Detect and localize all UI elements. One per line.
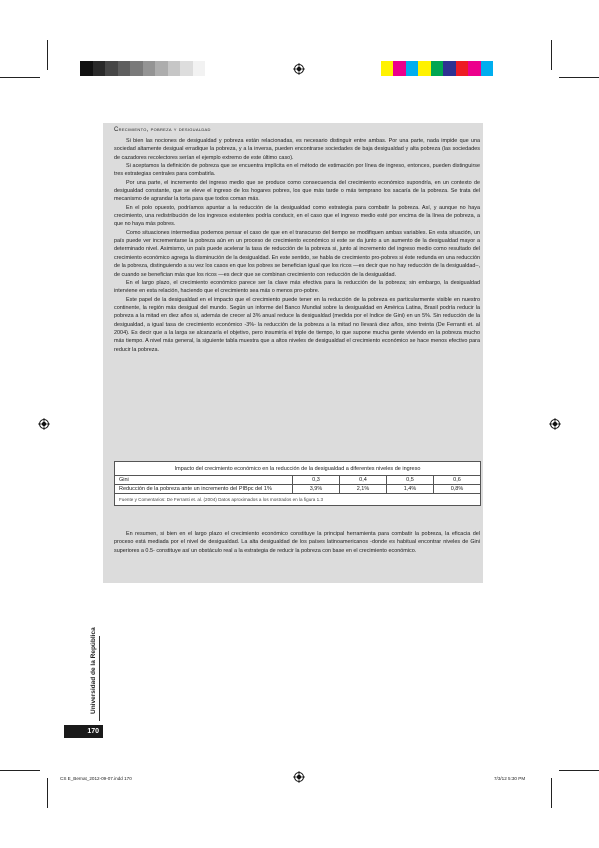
table-cell: 1,4% [387,485,434,494]
table-cell: 3,9% [293,485,340,494]
page-number: 170 [64,725,103,738]
slug-timestamp: 7/3/12 5:30 PM [494,776,526,781]
body-text [114,137,480,354]
table-row [115,485,481,494]
table-row-label: Reducción de la pobreza ante un incremento del PIBpc del 1% [115,485,293,494]
color-swatch [456,61,469,76]
paragraph: Como situaciones intermedias podemos pensar el caso de que en el transcurso del tiempo se modifiquen ambas variables. En esta situación, un país puede ver incrementarse la pobreza aún en un proceso de crecimiento económico si este se da junto a un aumento de la desigualdad mayor a determinado nivel. Asimismo, un país puede acelerar la tasa de reducción de la pobreza si, junto al incremento del ingreso medio como resultado del crecimiento económico agrega la disminución de la desigualdad. En este sentido, se habla de crecimiento pro-pobres si éste redunda en una reducción de la pobreza, distinguiendo a su vez los casos en que los pobres se benefician igual que los ricos —es decir que no hay reducción de la desigualdad–, de cuando se benefician más que los ricos —es decir que se combinan crecimiento con reducción de la desigualdad. [114,229,480,278]
paragraph: En el polo opuesto, podríamos apuntar a la reducción de la desigualdad como estrategia para combatir la pobreza. Así, y aunque no haya crecimiento, una redistribución de los ingresos existentes podría conducir, en el caso que el ingreso medio esté por encima de la línea de pobreza, a que no haya más pobres. [114,204,480,228]
side-label: Universidad de la República [90,627,97,714]
color-swatch [180,61,193,76]
crop-mark [47,778,48,808]
color-swatch [118,61,131,76]
table-cell: 0,5 [387,476,434,485]
color-swatch [381,61,394,76]
table-cell: 2,1% [340,485,387,494]
slug-filename: CS E_Bernat_2012-09-07.indd 170 [60,776,132,781]
paragraph: En resumen, si bien en el largo plazo el crecimiento económico constituye la principal herramienta para combatir la pobreza, la eficacia del proceso está mediada por el nivel de desigualdad. La alta desigualdad de los países latinoamericanos -donde es habitual encontrar niveles de Gini superiores a 0.5- constituye así un obstáculo real a la estrategia de reducir la pobreza con base en el crecimiento económico. [114,531,480,554]
crop-mark [47,40,48,70]
color-swatch [431,61,444,76]
color-swatch [130,61,143,76]
table-row-label: Gini [115,476,293,485]
color-swatch [418,61,431,76]
crop-mark [559,77,599,78]
crop-mark [559,770,599,771]
color-swatch [443,61,456,76]
table-cell: 0,6 [434,476,481,485]
paragraph: En el largo plazo, el crecimiento económico parece ser la clave más efectiva para la reducción de la pobreza; sin embargo, la desigualdad interviene en esta relación, haciendo que el crecimiento sea más o menos pro-pobre. [114,279,480,295]
color-swatch [468,61,481,76]
table-cell: 0,3 [293,476,340,485]
paragraph: Por una parte, el incremento del ingreso medio que se produce como consecuencia del crecimiento económico supondría, en un contexto de desigualdad constante, que se eleve el ingreso de los hogares pobres, los que más tarde o más temprano los sacaría de la pobreza. Se trata del mecanismo de agrandar la torta para que todos coman más. [114,179,480,203]
color-swatch [143,61,156,76]
paragraph: Si aceptamos la definición de pobreza que se encuentra implícita en el método de estimación por línea de ingreso, entonces, pueden distinguirse tres estrategias centrales para combatirla. [114,163,480,178]
table-source-note: Fuente y Comentarios: De Ferranti et. al. (2004) Datos aproximados a los mostrados en la figura 1.3 [115,494,481,506]
data-table [114,461,481,506]
color-swatch [406,61,419,76]
color-swatch [481,61,494,76]
table-cell: 0,4 [340,476,387,485]
crop-mark [551,40,552,70]
color-swatch [193,61,206,76]
paragraph: Este papel de la desigualdad en el impacto que el crecimiento puede tener en la reducción de la pobreza es particularmente visible en nuestro continente, la región más desigual del mundo. Según un informe del Banco Mundial sobre la desigualdad en América Latina, Brasil podría reducir la pobreza a la mitad en diez años si, además de crecer al 3% anual reduce la desigualdad (medida por el índice de Gini) en un 5%. Sin reducción de la desigualdad, a igual tasa de crecimiento económico -3%- la reducción de la pobreza a la mitad no llevará diez años, sino treinta (De Ferranti et. al 2004). Es decir que a la larga se alcanzaría el objetivo, pero insumiría el triple de tiempo, lo que supone mucha gente viviendo en la pobreza mucho más tiempo. A nivel más general, la siguiente tabla muestra que a altos niveles de desigualdad el crecimiento económico se hace menos efectivo para reducir la pobreza. [114,296,480,353]
crop-mark [0,77,40,78]
color-swatch [393,61,406,76]
side-rule [99,636,100,721]
registration-mark-icon [549,418,561,430]
color-swatch [168,61,181,76]
grayscale-color-bar [80,61,205,76]
section-heading: Crecimiento, pobreza y desigualdad [114,127,211,133]
crop-mark [0,770,40,771]
color-swatch [155,61,168,76]
process-color-bar [368,61,493,76]
table-row [115,476,481,485]
registration-mark-icon [293,771,305,783]
color-swatch [368,61,381,76]
closing-text [114,530,480,555]
registration-mark-icon [38,418,50,430]
color-swatch [80,61,93,76]
color-swatch [105,61,118,76]
table-caption: Impacto del crecimiento económico en la reducción de la desigualdad a diferentes niveles de ingreso [115,462,481,476]
color-swatch [93,61,106,76]
registration-mark-icon [293,63,305,75]
table-cell: 0,8% [434,485,481,494]
crop-mark [551,778,552,808]
paragraph: Si bien las nociones de desigualdad y pobreza están relacionadas, es necesario distinguir entre ambas. Por una parte, nada impide que una sociedad altamente desigual erradique la pobreza, y a la inversa, pueden encontrarse sociedades de baja desigualdad y alta pobreza (las sociedades de cazadores recolectores serían el ejemplo extremo de este último caso). [114,138,480,161]
